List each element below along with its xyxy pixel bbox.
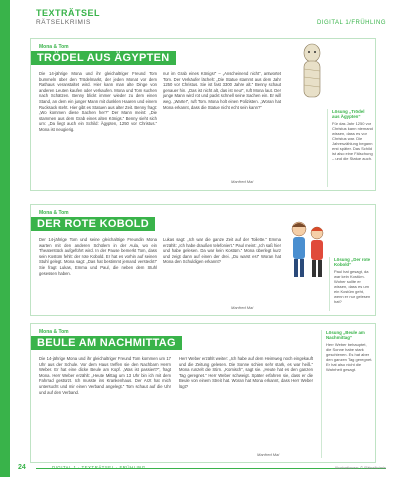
story-column-1: Die 14-jährige Mona und ihr gleichaltriger Freund Tom kommen um 17 Uhr aus der Schule. Vor dem Haus treffen sie den Nachbarn Herrn Weber. Er hat eine dicke Beule am Kopf. „Was ist passiert?“, fragt Mona. Herr Weber erzählt: „Heute Mittag um 13 Uhr bin ich mit dem Fahrrad gestürzt. Ich musste ins Krankenhaus. Der Arzt hat mich untersucht und mir einen Verband angelegt.“ Tom schaut auf die Uhr und auf den Verband.	[39, 356, 171, 395]
solution-box	[321, 330, 373, 458]
story-tag: Mona & Tom	[39, 44, 69, 50]
story-title: TRÖDEL AUS ÄGYPTEN	[31, 51, 176, 65]
story-trodel	[30, 38, 376, 191]
story-title: BEULE AM NACHMITTAG	[31, 336, 182, 350]
story-column-1: Der 14-jährige Tom und seine gleichaltrige Freundin Mona warten mit den anderen Schülern in der Aula, wo ein Theaterstück aufgeführt wird. In der Pause bemerkt Tom, dass sein Kostüm fehlt: der rote Kobold. Er hat es vorhin auf seinen Stuhl gelegt. Mona sagt: „Das hat bestimmt jemand versteckt!“ Sie fragt Lukas, Emma und Paul, die neben dem Stuhl gesessen haben.	[39, 237, 157, 276]
solution-box	[327, 109, 373, 187]
solution-text: Herr Weber behauptet, die Sonne habe stark geschienen. Es hat aber den ganzen Tag geregnet. Er hat also nicht die Wahrheit gesagt.	[326, 341, 373, 372]
header-section: RÄTSELKRIMIS	[36, 19, 91, 26]
story-author: Manfred Mai	[231, 305, 254, 310]
story-tag: Mona & Tom	[39, 210, 69, 216]
story-column-2: nur im Grab eines Königs!“ – „Anscheinend nicht“, antwortet Tom. Der Verkäufer lächelt: „Die Statue stammt aus dem Jahr 1250 vor Christus. Sie ist fast 3300 Jahre alt.“ Benny schaut genauer hin. „Das ist nicht alt, das ist neu!“, ruft Mona laut. Der junge Mann wird rot und packt schnell seine Sachen ein. Er will weg. „Warte!“, ruft Tom. Mona holt einen Polizisten. „Woran hat Mona erkannt, dass die Statue nicht echt sein kann?“	[163, 71, 281, 110]
footer-title: DIGITAL 1 · TEXTRÄTSEL · FRÜHLING	[52, 465, 146, 470]
solution-title: Lösung „Beule am Nachmittag“	[326, 330, 365, 341]
solution-title: Lösung „Trödel aus Ägypten“	[332, 109, 365, 120]
story-title: DER ROTE KOBOLD	[31, 217, 155, 231]
story-kobold	[30, 204, 376, 316]
page-number: 24	[18, 464, 26, 471]
solution-box	[329, 257, 373, 311]
footer-credit: Illustrationen: © Rätselkrimis	[335, 465, 386, 470]
story-tag: Mona & Tom	[39, 329, 69, 335]
header-kicker: TEXTRÄTSEL	[36, 8, 101, 18]
mummy-illustration	[297, 43, 327, 103]
solution-text: Paul hat gesagt, da war kein Kostüm. Woher sollte er wissen, dass es um ein Kostüm geht, wenn er nur gelesen hat?	[334, 268, 371, 304]
solution-text: Für das Jahr 1250 vor Christus kann niemand wissen, dass es vor Christus war. Die Jahreszählung begann erst später. Das Schild ist also eine Fälschung – und die Statue auch.	[332, 120, 373, 161]
story-author: Manfred Mai	[231, 179, 254, 184]
story-author: Manfred Mai	[257, 452, 280, 457]
page-header	[36, 8, 386, 30]
story-column-2: Lukas sagt: „Ich war die ganze Zeit auf der Toilette.“ Emma erzählt: „Ich habe draußen telefoniert.“ Paul meint: „Ich saß hier und habe gelesen. Da war kein Kostüm.“ Mona überlegt kurz und zeigt dann auf einen der drei. „Du warst es!“ Woran hat Mona den Schuldigen erkannt?	[163, 237, 281, 265]
story-beule	[30, 323, 376, 463]
solution-title: Lösung „Der rote Kobold“	[334, 257, 371, 268]
story-column-2: Herr Weber erzählt weiter: „Ich habe auf dem Heimweg noch eingekauft und die Zeitung gelesen. Die Sonne schien sehr stark, es war heiß.“ Mona runzelt die Stirn. „Komisch“, sagt sie. „Heute hat es den ganzen Tag geregnet.“ Herr Weber schweigt. Später erfahren sie, dass er die Beule von einem Streit hat. Woran hat Mona erkannt, dass Herr Weber lügt?	[179, 356, 313, 389]
header-issue: DIGITAL 1/FRÜHLING	[316, 20, 386, 26]
page-edge-bar	[0, 0, 10, 477]
story-column-1: Die 14-jährige Mona und ihr gleichaltriger Freund Tom bummeln über den Trödelmarkt, der jeden Monat vor dem Rathaus veranstaltet wird. Hier kann man alte Dinge von anderen Leuten kaufen oder verkaufen. Mona und Tom suchen nach Schätzen. Benny blickt immer wieder zu dem einen Stand, an dem ein junger Mann mit dunklen Haaren und einem Rucksack steht. Hier gibt es Statuen aus alter Zeit. Benny fragt: „Wo kommen diese Sachen her?“ Der Mann meint: „Die stammen aus dem Grab eines alten Königs.“ Benny sieht sich um: „Da liegt auch ein Schild: Ägypten, 1250 vor Christus.“ Mona ist neugierig.	[39, 71, 157, 132]
kids-illustration	[285, 219, 329, 289]
